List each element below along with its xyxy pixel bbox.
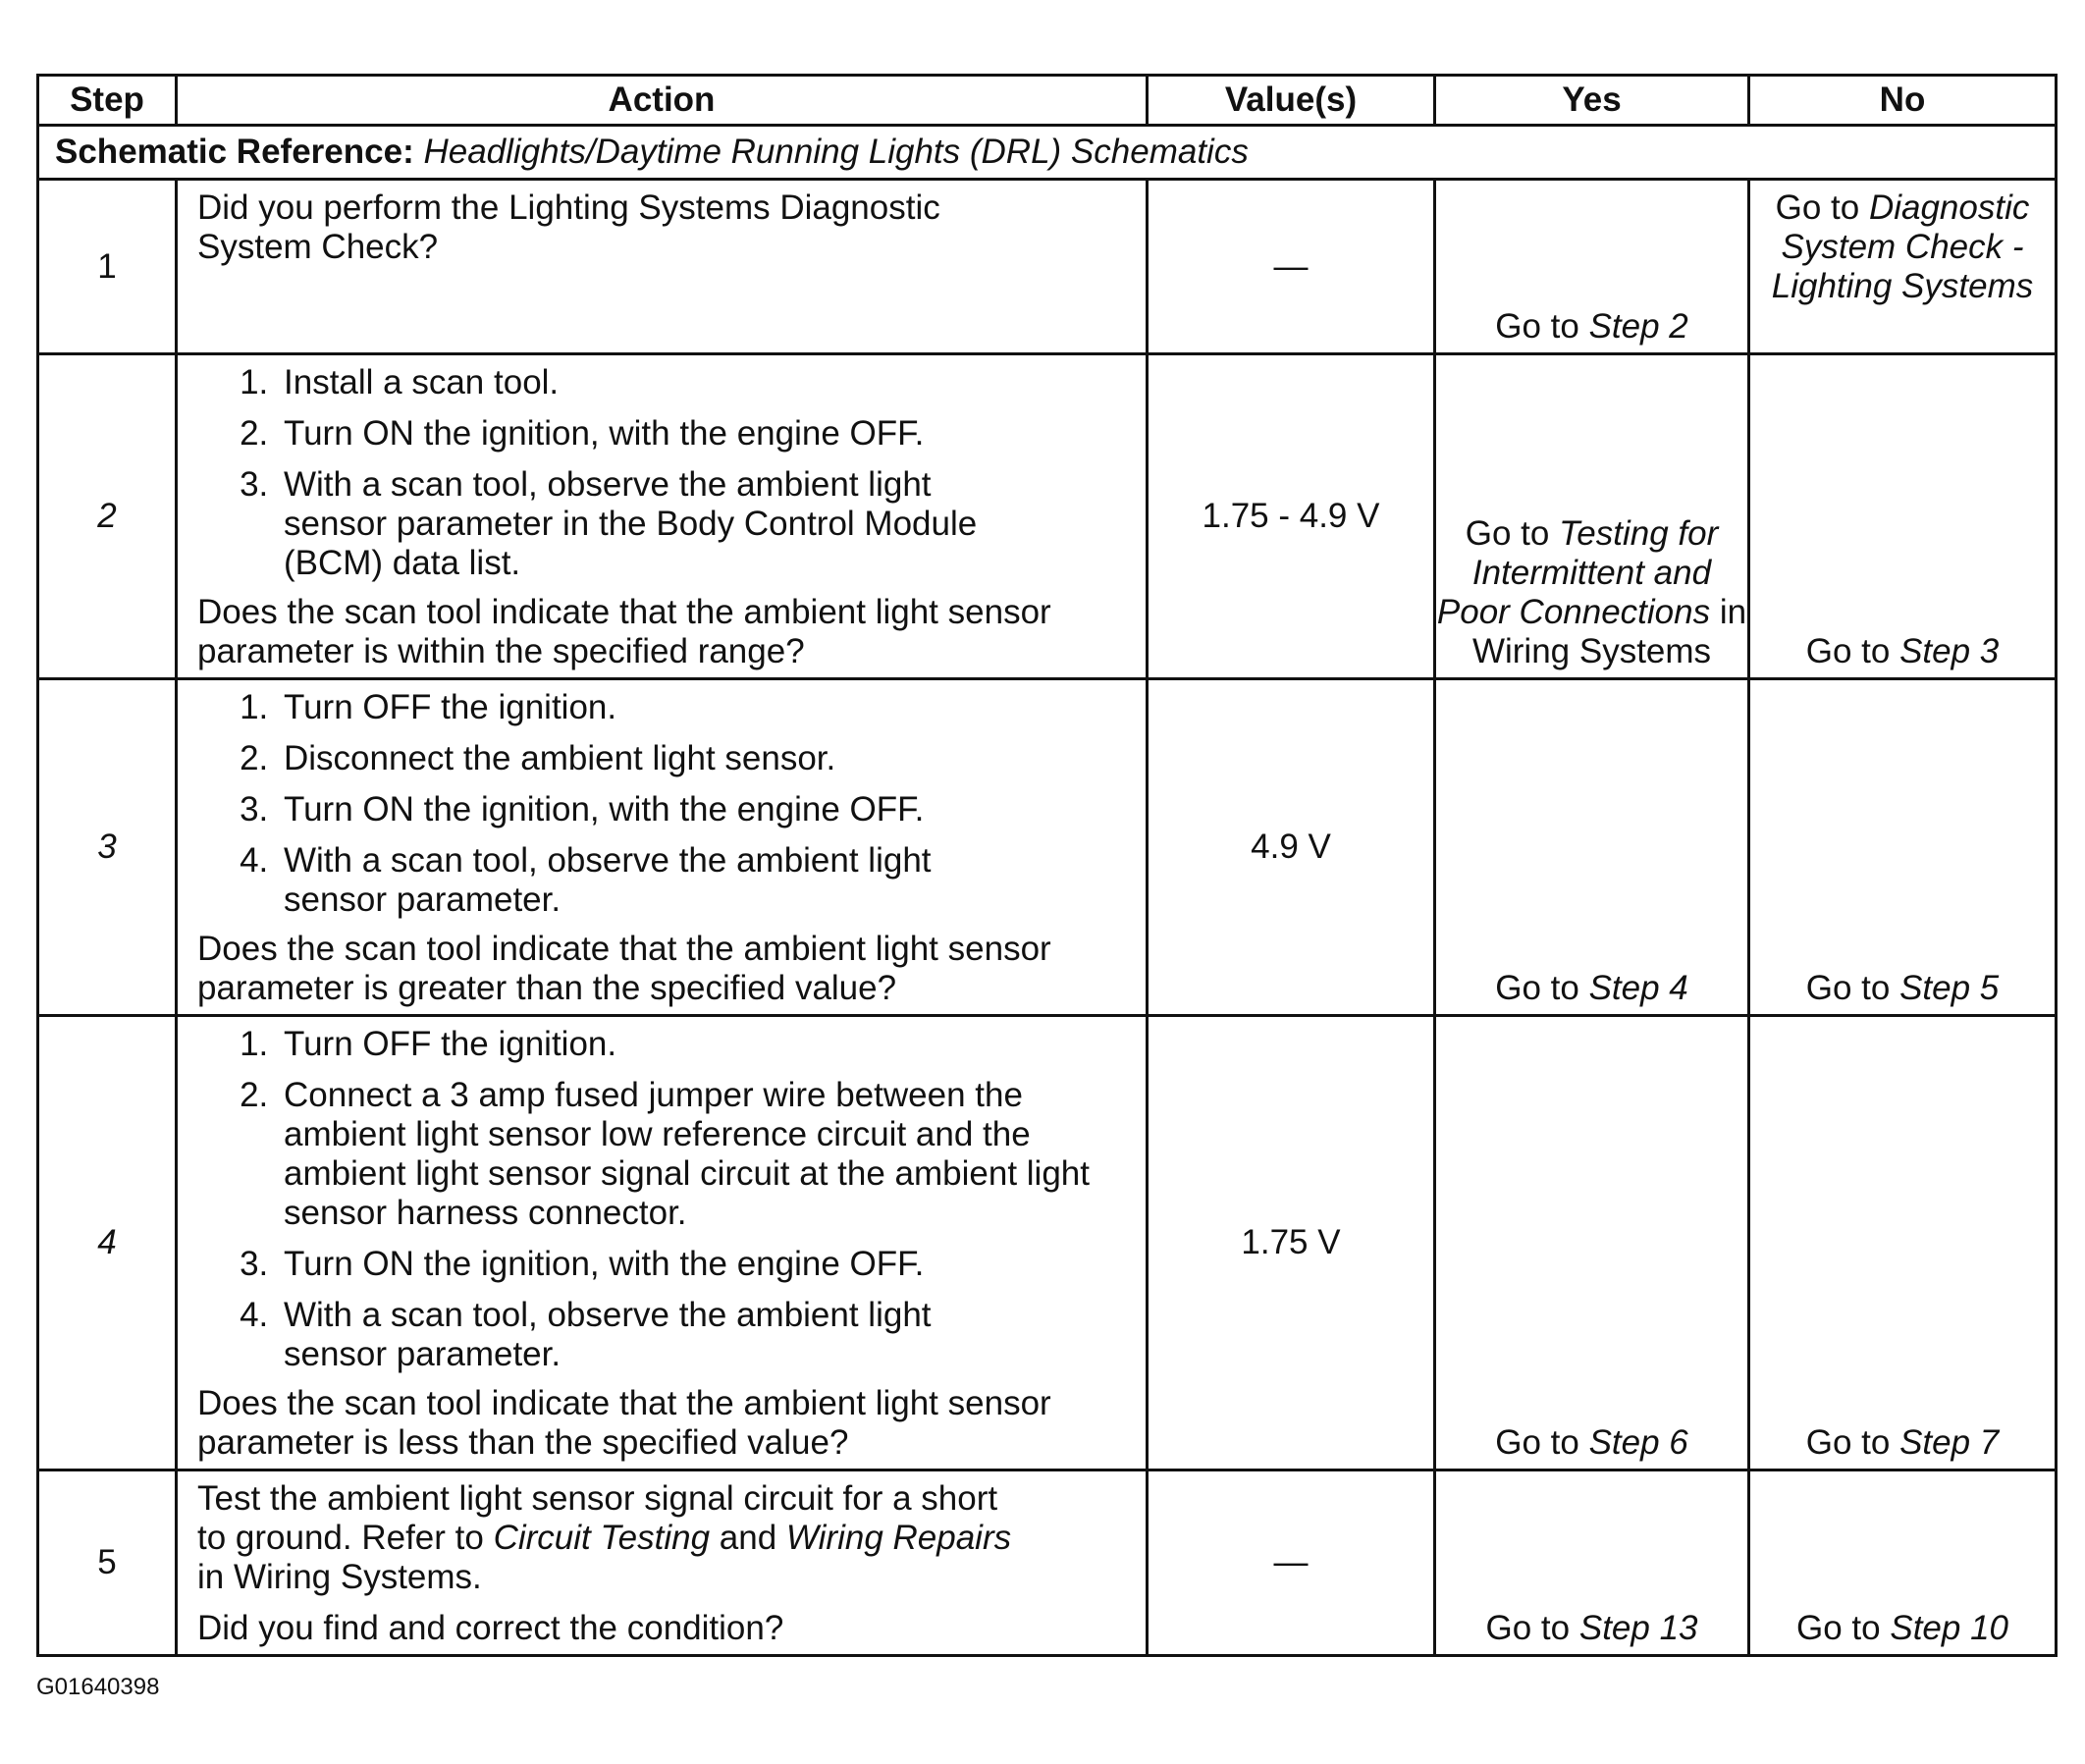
header-yes: Yes (1435, 76, 1749, 126)
yes-suffix: in Wiring Systems (1471, 593, 1747, 670)
table-row (38, 354, 2057, 679)
wiring-repairs-link[interactable]: Wiring Repairs (785, 1519, 1012, 1557)
action-text (197, 1479, 1132, 1597)
action-item: 1. Turn OFF the ignition. (278, 1025, 1132, 1064)
yes-prefix: Go to (1495, 307, 1579, 346)
step-number: 5 (38, 1470, 177, 1656)
yes-link[interactable]: Step 2 (1588, 307, 1688, 346)
no-cell (1749, 1016, 2057, 1470)
action-item: 2. Disconnect the ambient light sensor. (278, 739, 1132, 778)
action-item: 2. Turn ON the ignition, with the engine OFF. (278, 414, 1132, 454)
step-number: 1 (38, 180, 177, 354)
schematic-link[interactable]: Headlights/Daytime Running Lights (DRL) Schematics (423, 133, 1249, 171)
step-number: 4 (38, 1016, 177, 1470)
no-cell (1749, 679, 2057, 1016)
step-number: 2 (38, 354, 177, 679)
value-cell: — (1148, 180, 1435, 354)
yes-link[interactable]: Step 13 (1578, 1609, 1698, 1647)
header-row (38, 76, 2057, 126)
table-row (38, 1470, 2057, 1656)
action-question: Does the scan tool indicate that the ambient light sensor parameter is less than the specified value? (197, 1384, 1051, 1462)
action-cell (177, 354, 1148, 679)
value-cell: — (1148, 1470, 1435, 1656)
action-and: and (719, 1519, 777, 1557)
value-cell: 1.75 - 4.9 V (1148, 354, 1435, 679)
figure-id: G01640398 (36, 1674, 160, 1700)
schematic-reference-row (38, 126, 2057, 180)
diagnostic-table (36, 74, 2058, 1657)
no-link[interactable]: Step 7 (1899, 1423, 2000, 1462)
value-cell: 4.9 V (1148, 679, 1435, 1016)
no-cell (1749, 180, 2057, 354)
no-link[interactable]: Step 5 (1899, 969, 2000, 1007)
action-item: 4. With a scan tool, observe the ambient light sensor parameter. (278, 841, 1132, 920)
yes-cell (1435, 679, 1749, 1016)
table-row (38, 1016, 2057, 1470)
step-number: 3 (38, 679, 177, 1016)
action-cell (177, 679, 1148, 1016)
action-part: in Wiring Systems. (197, 1558, 482, 1596)
no-prefix: Go to (1805, 969, 1891, 1007)
action-item: 3. Turn ON the ignition, with the engine OFF. (278, 1245, 1132, 1284)
yes-cell (1435, 1016, 1749, 1470)
action-list (197, 688, 1132, 920)
action-item: 1. Turn OFF the ignition. (278, 688, 1132, 727)
yes-prefix: Go to (1495, 1423, 1579, 1462)
no-prefix: Go to (1775, 188, 1860, 227)
action-item: 1. Install a scan tool. (278, 363, 1132, 402)
action-question: Did you perform the Lighting Systems Diagnostic System Check? (197, 188, 940, 266)
action-question: Does the scan tool indicate that the ambient light sensor parameter is within the specified range? (197, 593, 1051, 670)
action-list (197, 363, 1132, 583)
no-prefix: Go to (1805, 632, 1891, 670)
no-cell (1749, 354, 2057, 679)
no-prefix: Go to (1805, 1423, 1891, 1462)
yes-cell (1435, 1470, 1749, 1656)
no-cell (1749, 1470, 2057, 1656)
yes-prefix: Go to (1465, 514, 1550, 553)
circuit-testing-link[interactable]: Circuit Testing (493, 1519, 711, 1557)
header-step: Step (38, 76, 177, 126)
yes-link[interactable]: Step 6 (1588, 1423, 1688, 1462)
table-row (38, 679, 2057, 1016)
action-question: Does the scan tool indicate that the ambient light sensor parameter is greater than the specified value? (197, 930, 1051, 1007)
yes-cell (1435, 354, 1749, 679)
header-no: No (1749, 76, 2057, 126)
table-row (38, 180, 2057, 354)
yes-link[interactable]: Testing for Intermittent and Poor Connections (1436, 514, 1719, 631)
yes-cell (1435, 180, 1749, 354)
action-item: 3. Turn ON the ignition, with the engine OFF. (278, 790, 1132, 829)
yes-link[interactable]: Step 4 (1588, 969, 1688, 1007)
action-cell (177, 180, 1148, 354)
no-link[interactable]: Step 10 (1890, 1609, 2008, 1647)
value-cell: 1.75 V (1148, 1016, 1435, 1470)
action-list (197, 1025, 1132, 1374)
schematic-reference (38, 126, 2057, 180)
action-cell (177, 1470, 1148, 1656)
action-item: 4. With a scan tool, observe the ambient light sensor parameter. (278, 1296, 1132, 1374)
yes-prefix: Go to (1495, 969, 1579, 1007)
no-link[interactable]: Step 3 (1899, 632, 2000, 670)
schematic-label: Schematic Reference: (55, 133, 414, 171)
action-cell (177, 1016, 1148, 1470)
header-action: Action (177, 76, 1148, 126)
action-item: 2. Connect a 3 amp fused jumper wire between the ambient light sensor low reference circuit and the ambient light sensor signal circuit at the ambient light sensor harness connector. (278, 1076, 1132, 1233)
no-link[interactable]: Diagnostic System Check - Lighting Systems (1771, 188, 2034, 305)
no-prefix: Go to (1796, 1609, 1881, 1647)
yes-prefix: Go to (1485, 1609, 1571, 1647)
header-values: Value(s) (1148, 76, 1435, 126)
action-question: Did you find and correct the condition? (197, 1609, 784, 1647)
action-item: 3. With a scan tool, observe the ambient light sensor parameter in the Body Control Module (BCM) data list. (278, 465, 1132, 583)
action-part: Test the ambient light sensor signal circuit for a short to ground. Refer to (197, 1479, 998, 1557)
